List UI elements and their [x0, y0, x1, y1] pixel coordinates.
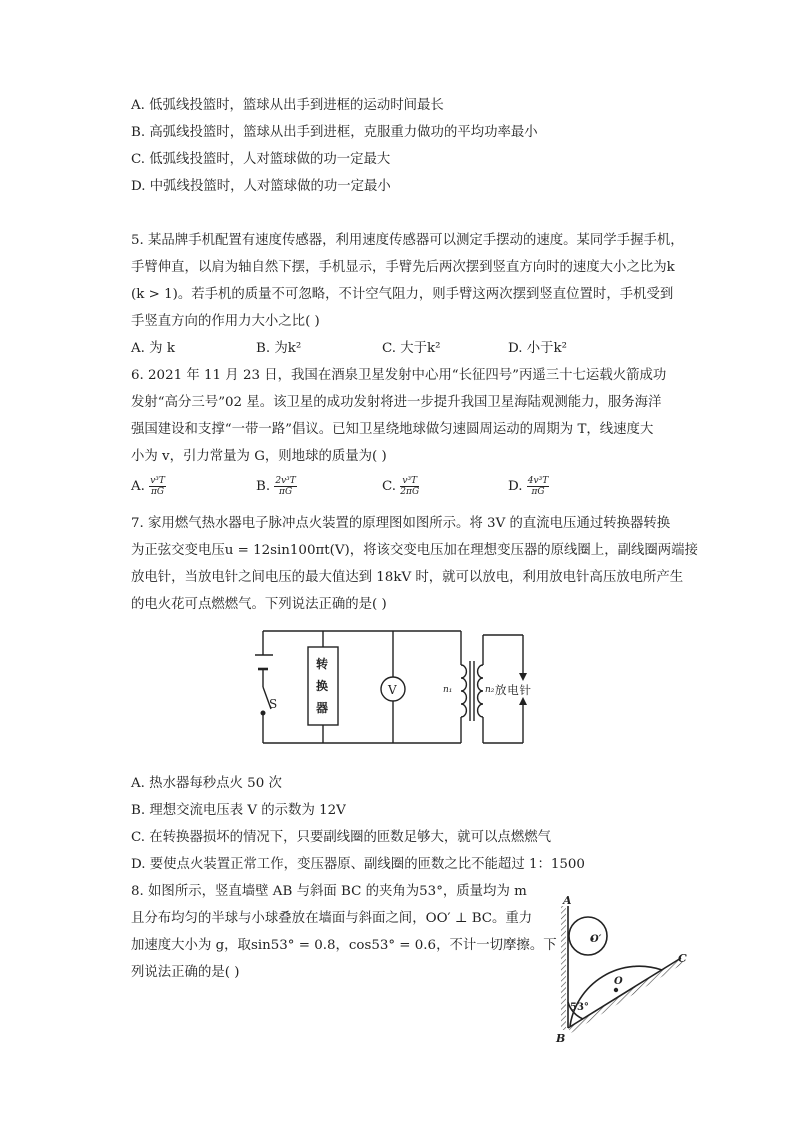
label-c: C [678, 952, 687, 965]
q6-option-c-numerator: v³T [400, 476, 419, 487]
label-o: O [614, 976, 623, 987]
primary-coil-label: n₁ [443, 685, 453, 695]
q7-option-a: A. 热水器每秒点火 50 次 [131, 776, 282, 791]
q6-stem-line-2: 发射“高分三号”02 星。该卫星的成功发射将进一步提升我国卫星海陆观测能力，服务海洋 [131, 395, 662, 410]
q7-stem-line-4: 的电火花可点燃燃气。下列说法正确的是( ) [131, 597, 387, 612]
q6-option-a-numerator: v³T [150, 476, 165, 486]
q8-stem-line-3: 加速度大小为 g，取sin53° = 0.8，cos53° = 0.6，不计一切摩擦。下 [131, 938, 557, 953]
q6-stem-line-4: 小为 v，引力常量为 G，则地球的质量为( ) [131, 449, 387, 464]
q6-option-d-denominator: πG [531, 487, 545, 497]
angle-label: 53° [570, 1002, 589, 1013]
q6-option-d-numerator: 4v³T [527, 476, 549, 486]
q6-option-c [382, 476, 419, 497]
q6-option-c-denominator: 2πG [400, 487, 420, 497]
secondary-coil-label: n₂ [485, 685, 495, 695]
converter-label-3: 器 [316, 701, 329, 715]
q6-option-a-fraction [149, 476, 166, 497]
converter-label-2: 换 [316, 679, 329, 693]
voltmeter-label: V [388, 683, 397, 697]
label-o-prime: O′ [590, 934, 602, 945]
q5-option-c: C. 大于k² [382, 341, 441, 356]
q4-option-a: A. 低弧线投篮时，篮球从出手到进框的运动时间最长 [131, 98, 444, 113]
label-b: B [556, 1032, 566, 1044]
q7-stem-line-3: 放电针，当放电针之间电压的最大值达到 18kV 时，就可以放电，利用放电针高压放电所产生 [131, 570, 684, 585]
q8-stem-line-1: 8. 如图所示，竖直墙壁 AB 与斜面 BC 的夹角为53°，质量均为 m [131, 884, 527, 899]
q6-option-a-label: A. [131, 479, 145, 494]
needle-label: 放电针 [495, 683, 531, 697]
q5-stem-line-4: 手竖直方向的作用力大小之比( ) [131, 314, 320, 329]
q5-stem-line-1: 5. 某品牌手机配置有速度传感器，利用速度传感器可以测定手摆动的速度。某同学手握手机， [131, 233, 684, 248]
hemisphere-ball-diagram [548, 892, 698, 1044]
q6-option-d [508, 476, 549, 497]
q6-option-d-label: D. [508, 479, 523, 494]
converter-label-1: 转 [316, 657, 329, 671]
q6-option-a-denominator: πG [151, 487, 165, 497]
q6-option-c-fraction [400, 476, 419, 497]
q4-option-d: D. 中弧线投篮时，人对篮球做的功一定最小 [131, 179, 391, 194]
q7-option-d: D. 要使点火装置正常工作，变压器原、副线圈的匝数之比不能超过 1：1500 [131, 857, 585, 872]
q7-stem-line-2: 为正弦交变电压u = 12sin100πt(V)，将该交变电压加在理想变压器的原线圈上，副线圈两端接 [131, 543, 698, 558]
q5-stem-line-3: (k > 1)。若手机的质量不可忽略，不计空气阻力，则手臂这两次摆到竖直位置时，手机受到 [131, 287, 674, 302]
q6-stem-line-1: 6. 2021 年 11 月 23 日，我国在酒泉卫星发射中心用“长征四号”丙遥三十七运载火箭成功 [131, 368, 667, 383]
q5-option-b: B. 为k² [256, 341, 302, 356]
q4-option-c: C. 低弧线投篮时，人对篮球做的功一定最大 [131, 152, 391, 167]
q8-stem-line-4: 列说法正确的是( ) [131, 965, 240, 980]
q5-stem-line-2: 手臂伸直，以肩为轴自然下摆，手机显示，手臂先后两次摆到竖直方向时的速度大小之比为k [131, 260, 675, 275]
q6-option-d-fraction [527, 476, 549, 497]
q6-option-b-denominator: πG [279, 487, 293, 497]
q7-option-c: C. 在转换器损坏的情况下，只要副线圈的匝数足够大，就可以点燃燃气 [131, 830, 551, 845]
switch-label: S [269, 697, 278, 711]
q6-option-b [256, 476, 297, 497]
q4-option-b: B. 高弧线投篮时，篮球从出手到进框，克服重力做功的平均功率最小 [131, 125, 538, 140]
q7-option-b: B. 理想交流电压表 V 的示数为 12V [131, 803, 346, 818]
q6-stem-line-3: 强国建设和支撑“一带一路”倡议。已知卫星绕地球做匀速圆周运动的周期为 T，线速度大 [131, 422, 654, 437]
q5-option-a: A. 为 k [131, 341, 175, 356]
q6-option-b-label: B. [256, 479, 271, 494]
q6-option-a [131, 476, 166, 497]
label-a: A [563, 894, 572, 907]
q7-stem-line-1: 7. 家用燃气热水器电子脉冲点火装置的原理图如图所示。将 3V 的直流电压通过转换器转换 [131, 516, 671, 531]
q5-option-d: D. 小于k² [508, 341, 568, 356]
q6-option-b-fraction [274, 476, 296, 497]
q8-stem-line-2: 且分布均匀的半球与小球叠放在墙面与斜面之间，OO′ ⊥ BC。重力 [131, 911, 533, 926]
q6-option-b-numerator: 2v³T [275, 476, 296, 486]
q6-option-c-label: C. [382, 479, 397, 494]
ignition-circuit-diagram [255, 625, 555, 750]
